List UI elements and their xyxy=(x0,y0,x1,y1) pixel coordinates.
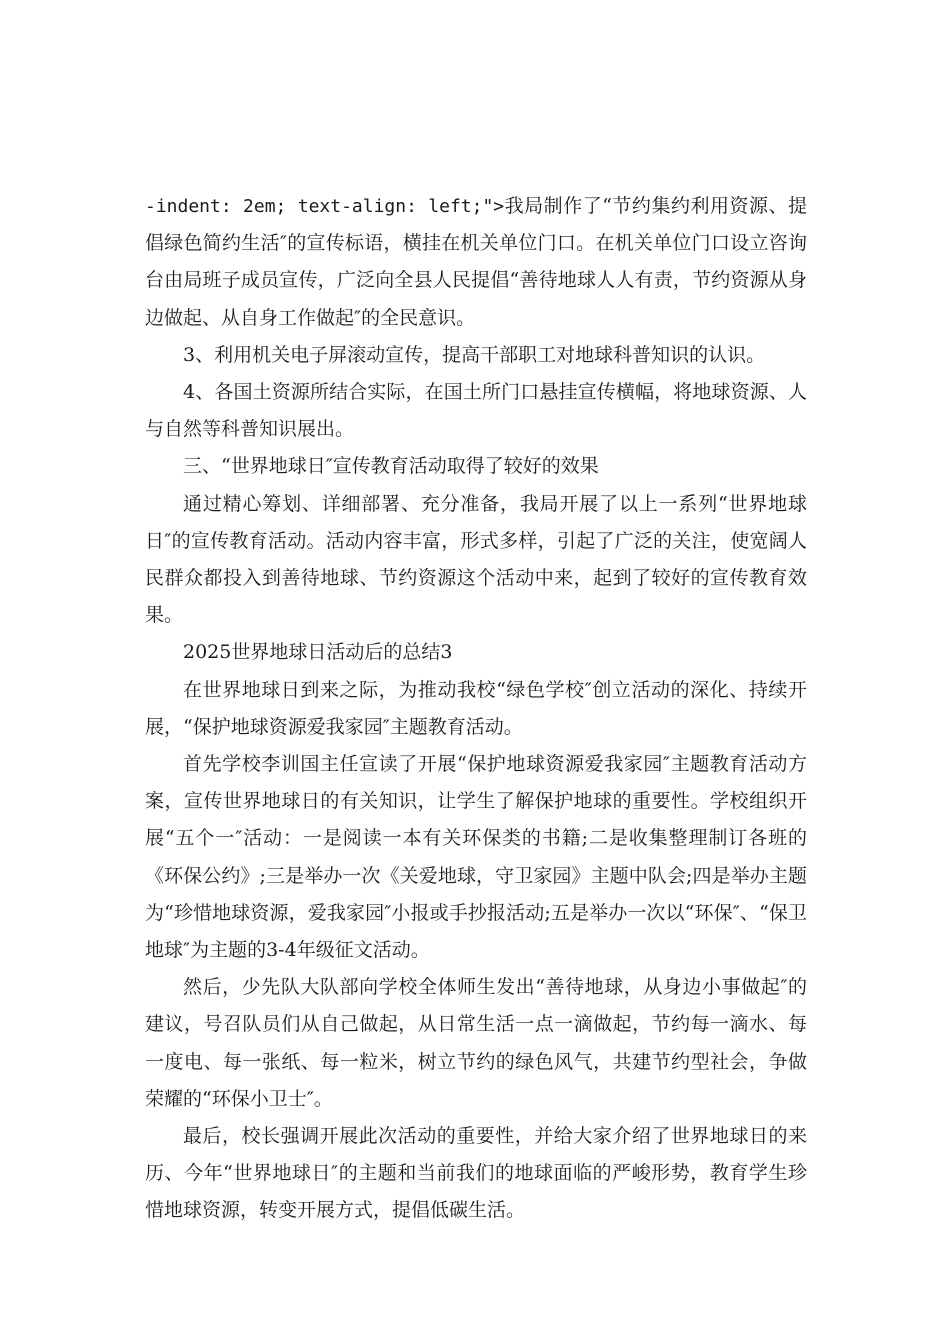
paragraph-then: 然后，少先队大队部向学校全体师生发出“善待地球，从身边小事做起″的建议，号召队员们从自己做起，从日常生活一点一滴做起，节约每一滴水、每一度电、每一张纸、每一粒米，树立节约的绿色风气，共建节约型社会，争做荣耀的“环保小卫士″。 xyxy=(145,976,807,1110)
document-page xyxy=(145,188,807,1230)
summary-title: 2025世界地球日活动后的总结3 xyxy=(183,641,453,664)
section-heading: 三、“世界地球日″宣传教育活动取得了较好的效果 xyxy=(183,455,599,478)
paragraph-finally: 最后，校长强调开展此次活动的重要性，并给大家介绍了世界地球日的来历、今年“世界地球日″的主题和当前我们的地球面临的严峻形势，教育学生珍惜地球资源，转变开展方式，提倡低碳生活。 xyxy=(145,1125,807,1222)
paragraph-text: 我局制作了“节约集约利用资源、提倡绿色简约生活″的宣传标语，横挂在机关单位门口。在机关单位门口设立咨询台由局班子成员宣传，广泛向全县人民提倡“善待地球人人有责，节约资源从身边做起、从自身工作做起″的全民意识。 xyxy=(145,195,808,329)
paragraph-first: 首先学校李训国主任宣读了开展“保护地球资源爱我家园″主题教育活动方案，宣传世界地球日的有关知识，让学生了解保护地球的重要性。学校组织开展“五个一″活动：一是阅读一本有关环保类的书籍;二是收集整理制订各班的《环保公约》;三是举办一次《关爱地球，守卫家园》主题中队会;四是举办主题为“珍惜地球资源，爱我家园″小报或手抄报活动;五是举办一次以“环保″、“保卫地球″为主题的3-4年级征文活动。 xyxy=(145,753,807,962)
paragraph-effect: 通过精心筹划、详细部署、充分准备，我局开展了以上一系列“世界地球日″的宣传教育活动。活动内容丰富，形式多样，引起了广泛的关注，使宽阔人民群众都投入到善待地球、节约资源这个活动中来，起到了较好的宣传教育效果。 xyxy=(145,492,807,627)
paragraph-intro-summary: 在世界地球日到来之际，为推动我校“绿色学校″创立活动的深化、持续开展，“保护地球资源爱我家园″主题教育活动。 xyxy=(145,678,807,738)
paragraph-item-3: 3、利用机关电子屏滚动宣传，提高干部职工对地球科普知识的认识。 xyxy=(183,343,766,366)
paragraph-item-4: 4、各国土资源所结合实际，在国土所门口悬挂宣传横幅，将地球资源、人与自然等科普知识展出。 xyxy=(145,381,807,441)
paragraph-intro xyxy=(145,188,807,337)
stray-markup-text: -indent: 2em; text-align: left;"> xyxy=(145,196,505,217)
